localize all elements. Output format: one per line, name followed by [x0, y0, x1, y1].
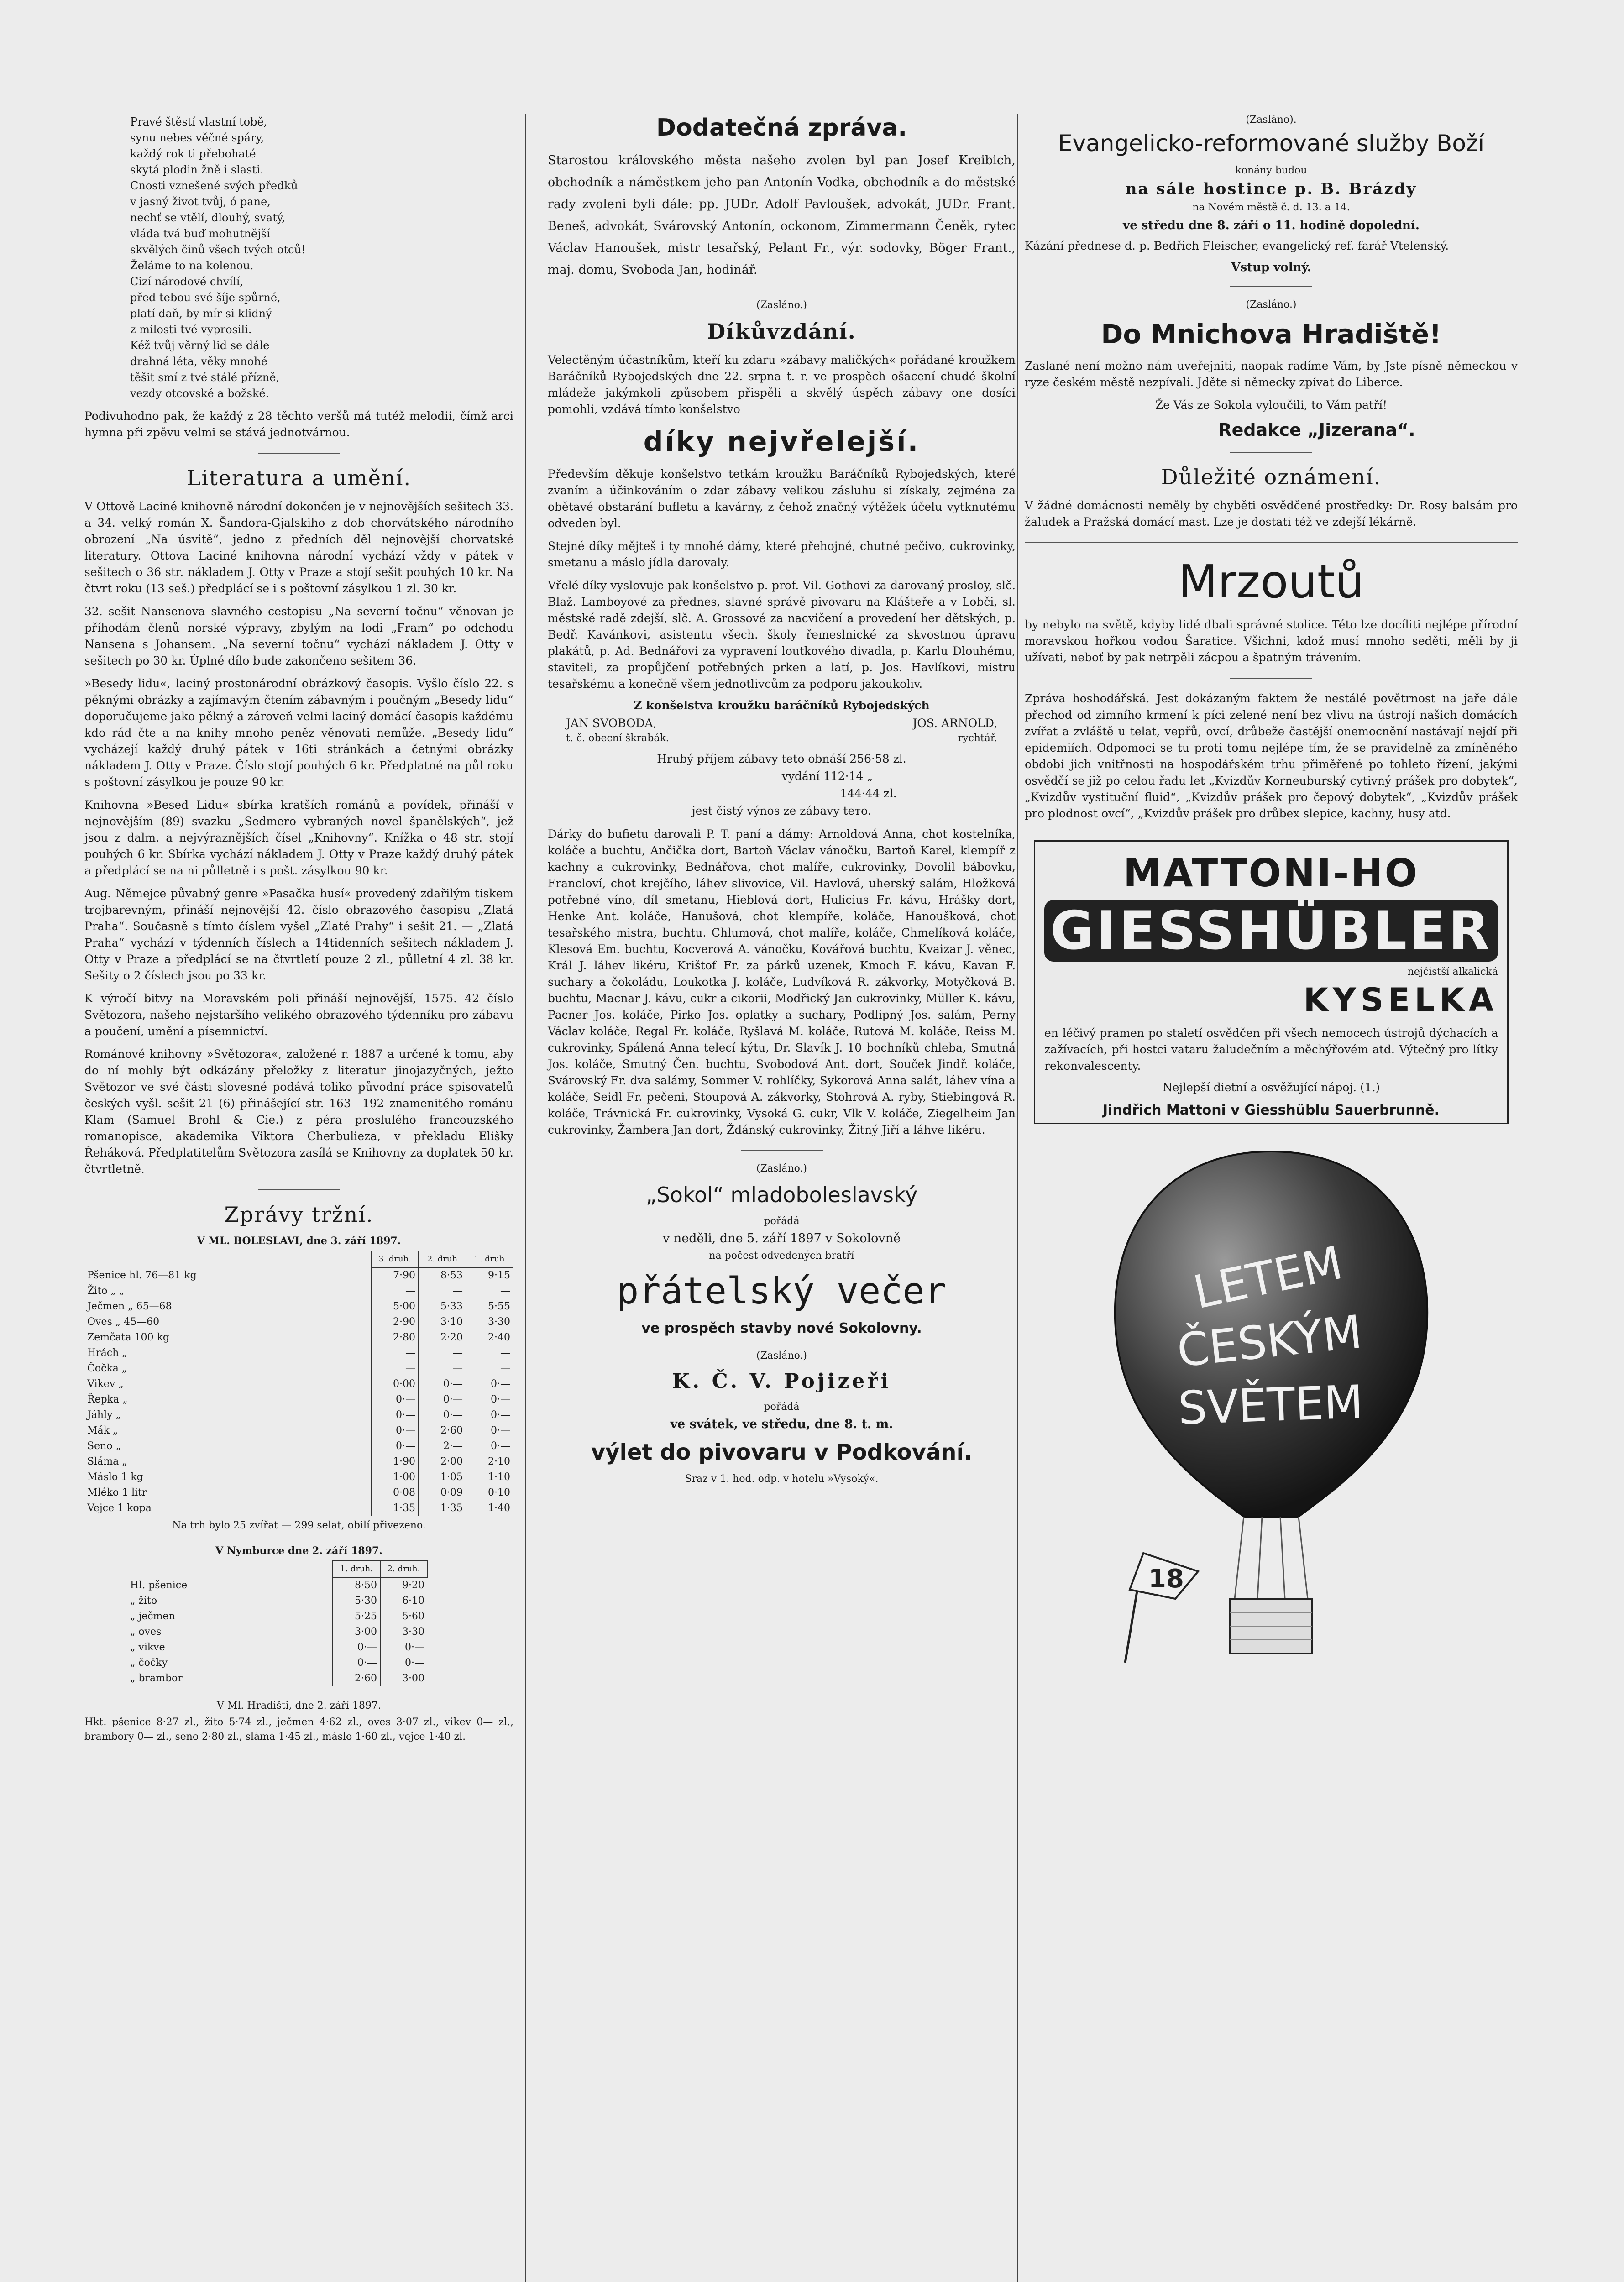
- dik-paragraph: Stejné díky mějteš i ty mnohé dámy, které přehojné, chutné pečivo, cukrovinky, smetanu a máslo jídla darovaly.: [548, 539, 1016, 569]
- market1-note: Na trh bylo 25 zvířat — 299 selat, obilí přivezeno.: [172, 1520, 426, 1531]
- table-cell-value: 0·—: [419, 1408, 466, 1423]
- divider: [741, 1150, 823, 1151]
- dary-paragraph: Dárky do bufietu darovali P. T. paní a dámy: Arnoldová Anna, chot kostelníka, koláče a buchtu, Ančička dort, Bartoň Václav vánočku, Bartoň Karel, klempíř z kachny a cukrovinky, Bednářova, chot malíře, cukrovinky, Dovolil bábovku, Francloví, chot krejčího, láhev slivovice, Vil. Havlová, uherský salám, Hložková potřebné víno, díl smetanu, Hieblová dort, Hulicius Fr. kávu, Hrášky dort, Henke Ant. koláče, Hanušová, chot klempíře, koláče, Hanoušková, chot tesařského mistra, buchtu. Chlumová, chot malíře, koláče, Chmelíková koláče, Klesová Em. buchtu, Kocverová A. vánočku, Kovářová buchtu, Kvaizar J. věnec, Král J. láhev likéru, Krištof Fr. za párků uzenek, Kmoch F. kávu, Kavan F. suchary a čokoládu, Loukotka J. koláče, Ludvíková R. zákvorky, Motyčková B. buchtu, Macnar J. kávu, cukr a cikorii, Modřický Jan cukrovinky, Müller K. kávu, Pacner Jos. koláče, Pirko Jos. oplatky a suchary, Podlipný Jos. salám, Perny Václav koláče, Regal Fr. koláče, Ryšlavá M. koláče, Rutová M. koláče, Reiss M. cukrovinky, Spálená Anna telecí kýtu, Dr. Slavík J. 10 bochníků chleba, Smutná Jos. koláče, Smutný Čen. buchtu, Svobodová Ant. dort, Souček Jindř. koláče, Svárovský Fr. dva salámy, Sommer V. rohlíčky, Sykorová Anna salát, láhev vína a koláče, Seidl Fr. pečeni, Stoupová A. zákvorky, Stohrová A. ryby, Stiebingová R. koláče, Trávnická Fr. cukrovinky, Vysoká G. cukr, Vlk V. koláče, Ziegelheim Jan cukrovinky, Žambera Jan dort, Ždánský cukrovinky, Žitný Jiří a láhve likéru.: [548, 827, 1016, 1136]
- market-heading: Zprávy tržní.: [224, 1202, 374, 1227]
- dulez-heading: Důležité oznámení.: [1161, 465, 1382, 489]
- table-cell-value: —: [466, 1345, 513, 1361]
- dik-sig-head: Z konšelstva kroužku baráčníků Rybojedských: [634, 699, 930, 712]
- table-cell-value: 5·60: [380, 1609, 427, 1624]
- table-cell-value: 0·—: [419, 1377, 466, 1392]
- kcv-big: výlet do pivovaru v Podkování.: [591, 1439, 973, 1465]
- table-cell-label: Mléko 1 litr: [87, 1487, 147, 1498]
- table-row: [84, 1501, 513, 1516]
- market1-col: 1. druh: [466, 1251, 513, 1267]
- kcv-heading: K. Č. V. Pojizeři: [672, 1370, 891, 1393]
- zaslano-label: (Zasláno.): [1246, 299, 1297, 310]
- table-cell-label: Zemčata 100 kg: [87, 1332, 169, 1343]
- table-cell-value: —: [419, 1283, 466, 1299]
- table-cell-value: 2·60: [419, 1423, 466, 1439]
- table-cell-label: Vejce 1 kopa: [87, 1502, 152, 1514]
- table-cell-value: 1·35: [371, 1501, 419, 1516]
- mattoni-advert: [1034, 840, 1509, 1124]
- table-row: [84, 1408, 513, 1423]
- table-cell-value: 6·10: [380, 1593, 427, 1609]
- divider: [1230, 452, 1312, 453]
- mrzoutu-heading: Mrzoutů: [1178, 555, 1364, 608]
- table-row: [127, 1624, 427, 1640]
- table-cell-label: Čočka „: [87, 1363, 127, 1374]
- market1-table: [84, 1251, 513, 1516]
- poem-note: Podivuhodno pak, že každý z 28 těchto veršů má tutéž melodii, čímž arci hymna při zpěvu velmi se stává jednotvárnou.: [84, 409, 513, 439]
- table-cell-value: 2·40: [466, 1330, 513, 1345]
- divider: [1230, 286, 1312, 287]
- table-cell-value: 9·15: [466, 1267, 513, 1283]
- table-cell-value: 2·—: [419, 1439, 466, 1454]
- dulez-paragraph: V žádné domácnosti neměly by chyběti osvědčené prostředky: Dr. Rosy balsám pro žaludek a Pražská domácí mast. Lze je dostati též ve zdejší lékárně.: [1025, 499, 1518, 529]
- table-cell-value: 0·—: [466, 1392, 513, 1408]
- table-cell-value: 3·30: [380, 1624, 427, 1640]
- table-cell-value: 5·55: [466, 1299, 513, 1314]
- table-cell-label: Žito „ „: [87, 1285, 125, 1297]
- ad-paragraph: Nejlepší dietní a osvěžující nápoj. (1.): [1162, 1081, 1380, 1094]
- zaslano-label: (Zasláno.): [756, 299, 807, 311]
- market2-title: V Nymburce dne 2. září 1897.: [215, 1545, 382, 1557]
- table-cell-label: Jáhly „: [87, 1409, 121, 1421]
- signature-roles: [566, 733, 997, 744]
- table-cell-value: 0·—: [333, 1655, 380, 1671]
- lit-paragraph: Aug. Němejce půvabný genre »Pasačka husí« provedený zdařilým tiskem trojbarevným, přináší nejnovější 42. číslo obrazového časopisu „Zlatá Praha“. Současně s tímto číslem vyšel „Zlaté Prahy“ i sešit 21. — „Zlatá Praha“ vychází v týdenních číslech a 14tidenních sešitech nákladem J. Otty v Praze a předplácí se na čtvrtletí pouze 2 zl., půlletní 4 zl. 38 kr. Sešity o 2 číslech jsou po 33 kr.: [84, 887, 513, 982]
- evang-line: Vstup volný.: [1231, 261, 1311, 274]
- mnich-signature: Redakce „Jizerana“.: [1218, 420, 1415, 440]
- table-cell-value: 5·33: [419, 1299, 466, 1314]
- table-cell-value: —: [371, 1283, 419, 1299]
- lit-paragraph: »Besedy lidu«, laciný prostonárodní obrázkový časopis. Vyšlo číslo 22. s pěknými obrázky a zajímavým čtením zábavným i poučným „Besedy lidu“ doporučujeme jako pěkný a zároveň velmi laciný domácí časopis každému kdo rád čte a na knihy mnoho peněz věnovati nemůže. „Besedy lidu“ vycházejí každý druhý pátek v 16ti stránkách a četnými obrázky nákladem J. Otty v Praze. Číslo stojí pouhých 6 kr. Předplatné na půl roku s poštovní zásylkou je pouze 90 kr.: [84, 677, 513, 789]
- table-cell-value: 1·35: [419, 1501, 466, 1516]
- table-row: [84, 1377, 513, 1392]
- market3-title: V Ml. Hradišti, dne 2. září 1897.: [216, 1700, 381, 1712]
- table-cell-value: 0·—: [380, 1640, 427, 1655]
- flag-number: 18: [1148, 1564, 1184, 1594]
- table-row: [84, 1470, 513, 1485]
- table-row: [84, 1314, 513, 1330]
- literature-heading: Literatura a umění.: [186, 466, 411, 490]
- sig-left: JAN SVOBODA,: [566, 717, 657, 730]
- table-cell-value: 0·10: [466, 1485, 513, 1501]
- table-cell-value: 2·90: [371, 1314, 419, 1330]
- lit-paragraph: Knihovna »Besed Lidu« sbírka kratších románů a povídek, přináší v nejnovějším (89) svazku „Sedmero vybraných novel španělských“, jež jsou z dalm. a nejvýraznějších čísel „Knihovny“. Knížka o 48 str. stojí pouhých 6 kr. Sbírka vychází nákladem J. Otty v Praze každý druhý pátek a předplácí se na ni půlletně i s pošt. zásylkou 90 kr.: [84, 798, 513, 877]
- signature-row: [566, 717, 997, 730]
- table-cell-value: 0·—: [466, 1439, 513, 1454]
- zaslano-label: (Zasláno).: [1246, 114, 1297, 126]
- mnich-paragraph: Zaslané není možno nám uveřejniti, naopak radíme Vám, by Jste písně německou v ryze českém městě nezpívali. Jděte si německy zpívat do Liberce.: [1025, 359, 1518, 389]
- divider: [258, 1189, 340, 1190]
- table-row: [84, 1439, 513, 1454]
- balloon-advert: [1098, 1142, 1445, 1699]
- table-cell-value: 2·80: [371, 1330, 419, 1345]
- market2-col: 1. druh.: [333, 1561, 380, 1577]
- acc-line: 144·44 zl.: [840, 787, 897, 800]
- acc-line: Hrubý příjem zábavy teto obnáší 256·58 zl.: [657, 752, 906, 765]
- lit-paragraph: K výročí bitvy na Moravském poli přináší nejnovější, 1575. 42 číslo Světozora, našeho nejstaršího velikého obrazového týdenníku pro zábavu a poučení, umění a písemnictví.: [84, 992, 513, 1038]
- ad-giesshubler: GIESSHÜBLER: [1044, 900, 1498, 962]
- table-cell-value: 0·—: [371, 1392, 419, 1408]
- table-cell-label: Oves „ 45—60: [87, 1316, 160, 1328]
- table-cell-value: 3·30: [466, 1314, 513, 1330]
- table-cell-label: „ čočky: [130, 1657, 168, 1669]
- table-cell-value: 0·—: [371, 1408, 419, 1423]
- table-cell-value: 5·00: [371, 1299, 419, 1314]
- balloon-word: SVĚTEM: [1177, 1375, 1364, 1435]
- table-cell-label: Řepka „: [87, 1394, 128, 1405]
- table-cell-value: 2·10: [466, 1454, 513, 1470]
- table-cell-label: Pšenice hl. 76—81 kg: [87, 1269, 197, 1281]
- sig-right: JOS. ARNOLD,: [912, 717, 997, 730]
- zaslano-label: (Zasláno.): [756, 1163, 807, 1174]
- evang-line: na sále hostince p. B. Brázdy: [1125, 180, 1417, 198]
- market1-col: 3. druh.: [371, 1251, 419, 1267]
- table-cell-value: 1·00: [371, 1470, 419, 1485]
- market1-title: V ML. BOLESLAVI, dne 3. září 1897.: [197, 1235, 401, 1247]
- table-row: [84, 1485, 513, 1501]
- table-cell-value: —: [466, 1283, 513, 1299]
- market2-col: [127, 1561, 333, 1577]
- table-row: [84, 1361, 513, 1377]
- divider: [1230, 678, 1312, 679]
- accounts: [548, 750, 1016, 820]
- market1-col: 2. druh: [419, 1251, 466, 1267]
- table-cell-value: —: [466, 1361, 513, 1377]
- table-row: [84, 1330, 513, 1345]
- table-cell-value: 3·10: [419, 1314, 466, 1330]
- table-cell-value: 0·—: [466, 1377, 513, 1392]
- table-cell-value: 5·25: [333, 1609, 380, 1624]
- table-row: [84, 1299, 513, 1314]
- table-cell-value: 1·10: [466, 1470, 513, 1485]
- table-row: [127, 1593, 427, 1609]
- table-cell-label: Seno „: [87, 1440, 121, 1452]
- table-row: [84, 1345, 513, 1361]
- table-cell-value: 8·53: [419, 1267, 466, 1283]
- market2-col: 2. druh.: [380, 1561, 427, 1577]
- table-cell-value: 1·05: [419, 1470, 466, 1485]
- table-row: [84, 1283, 513, 1299]
- balloon-word: LETEM: [1189, 1235, 1347, 1319]
- kcv-poradá: pořádá: [764, 1401, 800, 1413]
- balloon-word: ČESKÝM: [1174, 1305, 1365, 1378]
- table-cell-value: 0·—: [466, 1423, 513, 1439]
- table-cell-value: 7·90: [371, 1267, 419, 1283]
- acc-line: jest čistý výnos ze zábavy tето.: [692, 804, 872, 817]
- sokol-ve: ve prospěch stavby nové Sokolovny.: [641, 1320, 922, 1336]
- table-cell-label: Ječmen „ 65—68: [87, 1301, 172, 1312]
- table-cell-label: „ vikve: [130, 1642, 165, 1653]
- table-row: [127, 1640, 427, 1655]
- table-cell-value: 0·—: [371, 1423, 419, 1439]
- kcv-date: ve svátek, ve středu, dne 8. t. m.: [670, 1417, 893, 1431]
- sig-left-role: t. č. obecní škrabák.: [566, 733, 669, 744]
- table-cell-value: 0·08: [371, 1485, 419, 1501]
- table-cell-value: 0·09: [419, 1485, 466, 1501]
- evang-heading: Evangelicko-reformované služby Boží: [1058, 130, 1485, 157]
- evang-line: Kázání přednese d. p. Bedřich Fleischer, evangelický ref. farář Vtelenský.: [1025, 239, 1449, 252]
- ad-signature: Jindřich Mattoni v Giesshüblu Sauerbrunně.: [1044, 1099, 1498, 1118]
- table-cell-label: Mák „: [87, 1425, 118, 1436]
- sokol-na: na počest odvedených bratří: [709, 1250, 854, 1261]
- table-cell-value: 0·—: [371, 1439, 419, 1454]
- acc-line: vydání 112·14 „: [781, 769, 873, 783]
- table-row: [127, 1577, 427, 1593]
- table-cell-label: „ oves: [130, 1626, 162, 1638]
- hosp-paragraph: Zpráva hoshodářská. Jest dokázaným faktem že nestálé povětrnost na jaře dále přechod od zimního krmení k píci zelené není bez vlivu na ústrojí našich domácích zvířat a zvláště u telat, vepřů, ovcí, drůbeže častější onemocnění nastávají nejdí při epidemiích. Odpomoci se tu proti tomu nejlépe tím, že se pravidelně za zmíněného období jich vnitřnosti na hospodářském trhu přiměřené po tohleto řízení, jakými osvědčí se již po celou řadu let „Kvizdův Korneuburský cytivný prášek pro dobytek“, „Kvizdův vystituční fluid“, „Kvizdův prášek pro čepový dobytek“, „Kvizdův prášek pro plodnost ovcí“, „Kvizdův prášek pro drůbex slepice, kachny, husy atd.: [1025, 692, 1518, 820]
- column-right: [1025, 114, 1518, 1699]
- lit-paragraph: 32. sešit Nansenova slavného cestopisu „Na severní točnu“ věnovan je příhodám členů norské výpravy, zbylým na lodi „Fram“ po odchodu Nansena s Johansem. „Na severní točnu“ vychází nákladem J. Otty v sešitech po 30 kr. Úplné dílo bude zakončeno sešitem 36.: [84, 605, 513, 667]
- dik-paragraph: Velectěným účastníkům, kteří ku zdaru »zábavy maličkých« pořádané kroužkem Baráčníků Rybojedských dne 22. srpna t. r. ve prospěch ošacení chudé školní mládeže jakýmkoli způsobem přispěli a skvělý úspěch zábavy one dosíci pomohli, vzdává tímto konšelstvo: [548, 353, 1016, 416]
- dik-heading: Díkůvzdání.: [707, 319, 856, 344]
- table-cell-value: 5·30: [333, 1593, 380, 1609]
- table-cell-value: 0·—: [380, 1655, 427, 1671]
- dik-big: díky nejvřelejší.: [643, 426, 920, 458]
- evang-line: ve středu dne 8. září o 11. hodině dopolední.: [1123, 219, 1420, 232]
- dik-paragraph: Především děkuje konšelstvo tetkám kroužku Baráčníků Rybojedských, které zvaním a účinkováním o zdar zábavy velikou zásluhu si získaly, zejména za obětavé obstarání bufletu a kavárny, z čehož značný výtěžek účelu vytknutému odveden byl.: [548, 467, 1016, 530]
- column-rule: [525, 114, 526, 2282]
- evang-line: na Novém městě č. d. 13. a 14.: [1192, 202, 1350, 213]
- poem: Pravé štěstí vlastní tobě, synu nebes věčné spáry, každý rok ti přebohaté skytá plodin žně i slasti. Cnosti vznešené svých předků v jasný život tvůj, ó pane, nechť se vtělí, dlouhý, svatý, vláda tvá buď mohutnější skvělých činů všech tvých otců! Želáme to na kolenou. Cizí národové chvílí, před tebou své šíje spůrné, platí daň, by mír si klidný z milosti tvé vyprosili. Kéž tvůj věrný lid se dále drahná léta, věky mnohé těšit smí z tvé stálé přízně, vezdy otcovské a božské.: [130, 115, 306, 400]
- sokol-big: přátelský večer: [617, 1270, 947, 1312]
- dod-text: Starostou královského města našeho zvolen byl pan Josef Kreibich, obchodník a náměstkem jeho pan Antonín Vodka, obchodník a do městské rady zvoleni byli dále: pp. JUDr. Adolf Pavloušek, advokát, JUDr. Frant. Beneš, advokát, Svárovský Antonín, ockonom, Zimmermann Čeněk, rytec Václav Hanoušek, mistr tesařský, Pelant Fr., výr. sodovky, Böger Frant., maj. domu, Svoboda Jan, hodinář.: [548, 153, 1016, 277]
- table-cell-value: 2·20: [419, 1330, 466, 1345]
- table-cell-value: 0·00: [371, 1377, 419, 1392]
- kcv-sraz: Sraz v 1. hod. odp. v hotelu »Vysoký«.: [685, 1473, 879, 1485]
- balloon-illustration: [1098, 1142, 1445, 1699]
- column-rule: [1017, 114, 1018, 2282]
- table-cell-label: Hl. pšenice: [130, 1579, 188, 1591]
- table-cell-value: —: [419, 1345, 466, 1361]
- sokol-poradá: pořádá: [764, 1215, 800, 1227]
- market3-text: Hkt. pšenice 8·27 zl., žito 5·74 zl., ječmen 4·62 zl., oves 3·07 zl., vikev 0— zl., brambory 0— zl., seno 2·80 zl., sláma 1·45 zl., máslo 1·60 zl., vejce 1·40 zl.: [84, 1717, 513, 1743]
- table-cell-value: 9·20: [380, 1577, 427, 1593]
- column-middle: [548, 114, 1016, 1488]
- table-cell-value: —: [371, 1345, 419, 1361]
- evang-line: konány budou: [1235, 165, 1307, 176]
- table-cell-value: 3·00: [380, 1671, 427, 1686]
- table-row: [127, 1655, 427, 1671]
- table-cell-value: —: [419, 1361, 466, 1377]
- dod-heading: Dodatečná zpráva.: [656, 114, 907, 141]
- mrzoutu-paragraph: by nebylo na světě, kdyby lidé dbali správné stolice. Této lze docíliti nejlépe přírodní moravskou hořkou vodou Šaratice. Všichni, kdož musí mnoho seděti, měli by ji užívati, neboť by pak netrpěli zácpou a špatným trávením.: [1025, 618, 1518, 664]
- table-cell-value: 2·00: [419, 1454, 466, 1470]
- divider: [258, 453, 340, 454]
- zaslano-label: (Zasláno.): [756, 1350, 807, 1361]
- mnich-heading: Do Mnichova Hradiště!: [1101, 319, 1441, 350]
- table-cell-value: —: [371, 1361, 419, 1377]
- ad-kyselka: KYSELKA: [1303, 981, 1498, 1019]
- ad-paragraph: en léčivý pramen po staletí osvědčen při všech nemocech ústrojů dýchacích a zažívacích, při hostci vataru žaludečním a měchýřovém atd. Výtečný pro lítky rekonvalescenty.: [1044, 1026, 1498, 1073]
- table-cell-label: Hrách „: [87, 1347, 127, 1359]
- table-cell-label: „ žito: [130, 1595, 157, 1607]
- sokol-heading: „Sokol“ mladoboleslavský: [645, 1183, 918, 1207]
- table-row: [84, 1423, 513, 1439]
- market2-table: [127, 1560, 428, 1686]
- mnich-paragraph: Že Vás ze Sokola vyloučili, to Vám patří!: [1155, 398, 1388, 412]
- dik-paragraph: Vřelé díky vyslovuje pak konšelstvo p. prof. Vil. Gothovi za darovaný prosloy, slč. Blaž. Lamboyové za přednes, slavné správě pivovaru na Klášteře a v Lobči, sl. městské radě zdejší, slč. A. Grossové za nacvičení a provedení her dětských, p. Bedř. Kavánkovi, asistentu všech. školy řemeslnické za skvostnou úpravu plakátů, p. Ad. Bednářovi za vypravení loutkového divadla, p. Karlu Dlouhému, staviteli, za propůjčení potřebných prken a latí, p. Jos. Havlíkovi, mistru tesařskému a konečně všem jednotlivcům za podporu jakoukoliv.: [548, 579, 1016, 691]
- market1-col: [84, 1251, 371, 1267]
- table-row: [127, 1671, 427, 1686]
- lit-paragraph: Románové knihovny »Světozora«, založené r. 1887 a určené k tomu, aby do ní mohly být odkázány přeložky z literatur jinojazyčných, ježto Světozor ve své části slovesné podává toliko původní práce spisovatelů českých vyšl. sešit 21 (6) přinášející str. 163—192 znamenitého románu Klam (Samuel Brohl & Cie.) z péra proslulého francouzského romanopisce, akademika Viktora Cherbulieza, v překladu Elišky Řeháková. Předplatitelům Světozora zasílá se Knihovny za doplatek 50 kr. čtvrtletně.: [84, 1047, 513, 1176]
- ad-small: nejčistší alkalická: [1407, 966, 1498, 978]
- ad-mattoni: MATTONI-HO: [1123, 851, 1420, 895]
- table-cell-label: „ brambor: [130, 1673, 183, 1684]
- table-cell-value: 1·40: [466, 1501, 513, 1516]
- table-row: [84, 1267, 513, 1283]
- table-row: [84, 1392, 513, 1408]
- table-cell-label: Máslo 1 kg: [87, 1471, 143, 1483]
- table-cell-value: 3·00: [333, 1624, 380, 1640]
- table-row: [127, 1609, 427, 1624]
- table-cell-label: Sláma „: [87, 1456, 127, 1467]
- table-cell-value: 2·60: [333, 1671, 380, 1686]
- column-left: [84, 114, 513, 1751]
- table-row: [84, 1454, 513, 1470]
- divider: [1025, 542, 1518, 543]
- lit-paragraph: V Ottově Laciné knihovně národní dokončen je v nejnovějších sešitech 33. a 34. velký román X. Šandora-Gjalskiho z dob chorvátského národního obrození „Na úsvitě“, jedno z předních děl nejnovější chorvatské literatury. Ottova Laciné knihovna národní vychází vždy v pátek v sešitech o 36 str. nákladem J. Otty v Praze a stojí sešit pouhých 10 kr. Na čtvrt roku (13 seš.) předplácí se i s poštovní zásylkou 1 zl. 30 kr.: [84, 500, 513, 595]
- table-cell-value: 0·—: [466, 1408, 513, 1423]
- table-cell-value: 1·90: [371, 1454, 419, 1470]
- table-cell-label: Vikev „: [87, 1378, 124, 1390]
- table-cell-value: 8·50: [333, 1577, 380, 1593]
- table-cell-label: „ ječmen: [130, 1611, 175, 1622]
- table-cell-value: 0·—: [419, 1392, 466, 1408]
- sig-right-role: rychtář.: [958, 733, 997, 744]
- sokol-date: v neděli, dne 5. září 1897 v Sokolovně: [663, 1231, 901, 1246]
- table-cell-value: 0·—: [333, 1640, 380, 1655]
